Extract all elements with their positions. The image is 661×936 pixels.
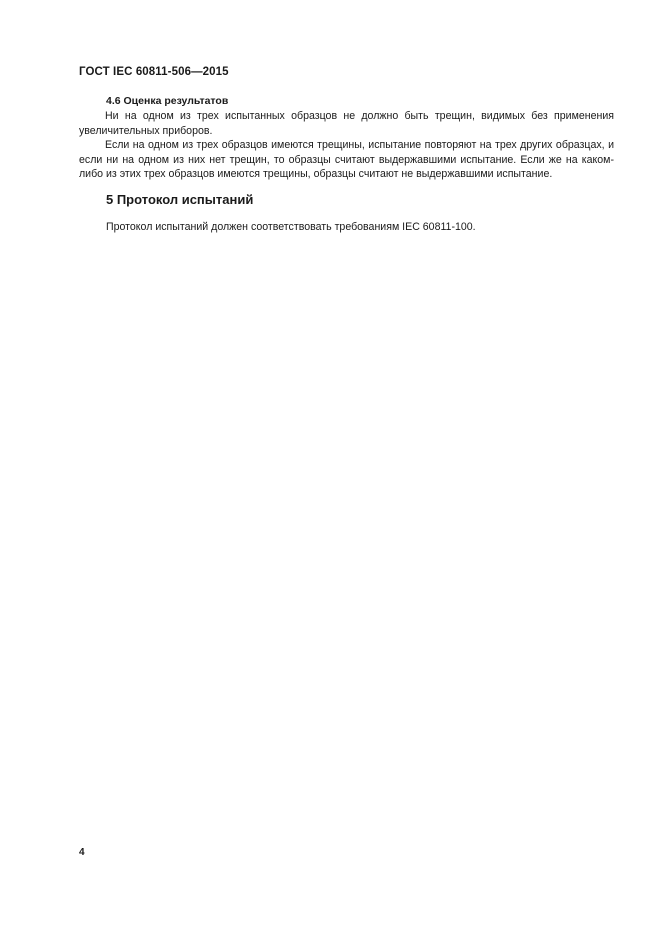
section-4-6-paragraph-2-text: Если на одном из трех образцов имеются трещины, испытание повторяют на трех других образцах, и если ни на одном из них нет трещин, то образцы считают выдержавшими испытание. Если же на каком-либо из этих трех образцов имеются трещины, образцы считают не выдержавшими испытание. [79, 139, 614, 180]
section-5-paragraph: Протокол испытаний должен соответствовать требованиям IEC 60811-100. [106, 221, 476, 233]
section-4-6-paragraph-2 [79, 138, 614, 182]
section-4-6-paragraph-1-text: Ни на одном из трех испытанных образцов не должно быть трещин, видимых без применения увеличительных приборов. [79, 110, 614, 137]
section-4-6-heading: 4.6 Оценка результатов [106, 95, 229, 107]
section-5-heading: 5 Протокол испытаний [106, 192, 254, 207]
section-4-6-paragraph-1 [79, 109, 614, 138]
page-number: 4 [79, 847, 85, 858]
document-header-code: ГОСТ IEC 60811-506—2015 [79, 66, 229, 78]
